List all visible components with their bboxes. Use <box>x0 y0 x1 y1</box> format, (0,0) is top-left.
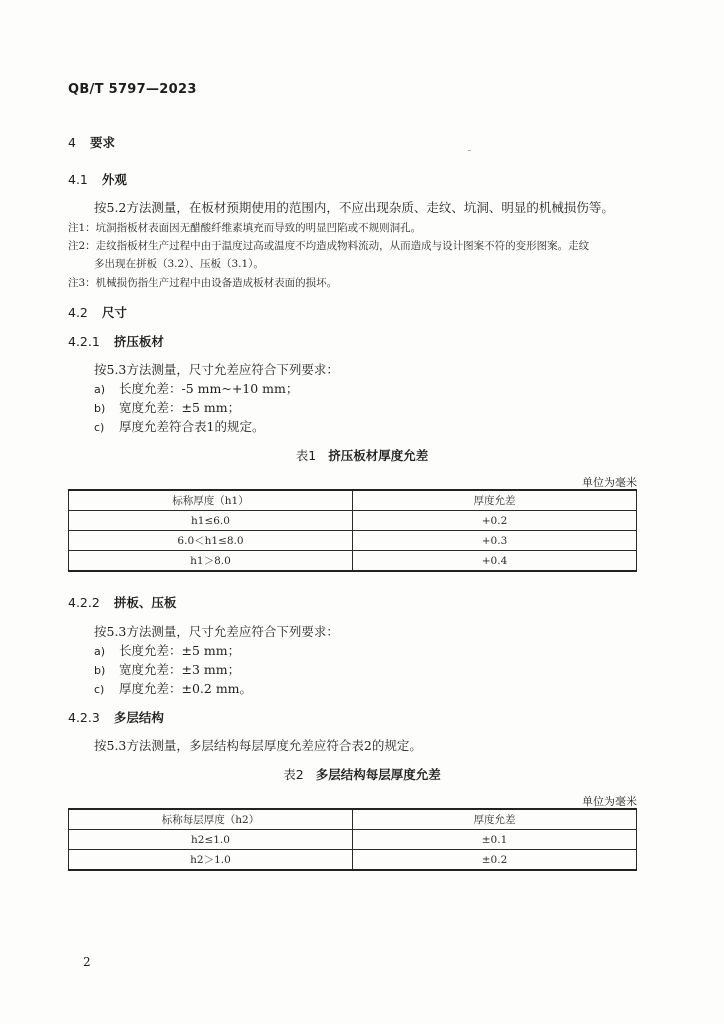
list-text: 宽度允差：±3 mm； <box>119 662 241 677</box>
section-4-2-heading <box>68 303 127 321</box>
list-item <box>94 379 298 397</box>
list-label: a) <box>94 383 106 396</box>
table-row <box>69 830 637 850</box>
list-text: 宽度允差：±5 mm； <box>119 400 241 415</box>
table-2 <box>68 808 637 871</box>
table-row <box>69 850 637 871</box>
section-title: 拼板、压板 <box>113 595 177 610</box>
column-header: 标称每层厚度（h2） <box>69 809 353 830</box>
table-cell: h1≤6.0 <box>69 511 353 531</box>
list-label: b) <box>94 664 106 677</box>
page-number: 2 <box>83 955 91 969</box>
table-1 <box>68 489 637 572</box>
table-cell: ±0.1 <box>353 830 637 850</box>
section-number: 4.2 <box>68 305 88 320</box>
list-item <box>94 417 264 435</box>
list-item <box>94 641 240 659</box>
column-header: 厚度允差 <box>353 490 637 511</box>
scan-mark <box>468 150 471 151</box>
section-number: 4.2.3 <box>68 710 100 725</box>
section-title: 外观 <box>101 172 127 187</box>
section-4-heading <box>68 133 115 151</box>
section-number: 4.2.2 <box>68 595 100 610</box>
section-4-2-3-heading <box>68 708 164 726</box>
column-header: 厚度允差 <box>353 809 637 830</box>
s423-paragraph: 按5.3方法测量，多层结构每层厚度允差应符合表2的规定。 <box>94 738 422 753</box>
list-text: 长度允差：±5 mm； <box>119 643 241 658</box>
list-label: b) <box>94 402 106 415</box>
list-text: 长度允差：-5 mm~+10 mm； <box>119 381 299 396</box>
table-cell: h2＞1.0 <box>69 850 353 871</box>
section-number: 4.1 <box>68 172 88 187</box>
section-4-2-1-heading <box>68 332 164 350</box>
s421-intro: 按5.3方法测量，尺寸允差应符合下列要求： <box>94 362 339 377</box>
s41-paragraph: 按5.2方法测量，在板材预期使用的范围内，不应出现杂质、走纹、坑洞、明显的机械损伤等。 <box>94 200 614 215</box>
section-title: 多层结构 <box>113 710 164 725</box>
table-header-row <box>69 490 637 511</box>
section-title: 挤压板材 <box>113 334 164 349</box>
s422-intro: 按5.3方法测量，尺寸允差应符合下列要求： <box>94 624 339 639</box>
table-number: 表1 <box>295 448 317 463</box>
table-cell: +0.3 <box>353 531 637 551</box>
table-row <box>69 551 637 572</box>
table-cell: +0.2 <box>353 511 637 531</box>
note-2-line-2: 多出现在拼板（3.2）、压板（3.1）。 <box>94 258 264 270</box>
table-cell: ±0.2 <box>353 850 637 871</box>
list-text: 厚度允差符合表1的规定。 <box>119 419 265 434</box>
table-1-caption <box>0 446 724 464</box>
column-header: 标称厚度（h1） <box>69 490 353 511</box>
list-text: 厚度允差：±0.2 mm。 <box>119 681 253 696</box>
list-item <box>94 660 240 678</box>
table-cell: +0.4 <box>353 551 637 572</box>
list-label: c) <box>94 683 105 696</box>
table-cell: h2≤1.0 <box>69 830 353 850</box>
note-1: 注1：坑洞指板材表面因无醋酸纤维素填充而导致的明显凹陷或不规则洞孔。 <box>68 222 422 234</box>
section-number: 4 <box>68 135 76 150</box>
table-2-caption <box>0 765 724 783</box>
section-4-1-heading <box>68 170 127 188</box>
section-title: 尺寸 <box>101 305 127 320</box>
list-label: c) <box>94 421 105 434</box>
table-title: 挤压板材厚度允差 <box>328 448 429 463</box>
table-2-unit: 单位为毫米 <box>582 795 637 808</box>
table-title: 多层结构每层厚度允差 <box>315 767 441 782</box>
section-title: 要求 <box>89 135 115 150</box>
table-cell: 6.0＜h1≤8.0 <box>69 531 353 551</box>
table-1-unit: 单位为毫米 <box>582 476 637 489</box>
section-number: 4.2.1 <box>68 334 100 349</box>
table-row <box>69 531 637 551</box>
standard-number: QB/T 5797—2023 <box>68 82 197 97</box>
table-header-row <box>69 809 637 830</box>
table-number: 表2 <box>283 767 304 782</box>
table-row <box>69 511 637 531</box>
list-label: a) <box>94 645 106 658</box>
list-item <box>94 398 240 416</box>
note-3: 注3：机械损伤指生产过程中由设备造成板材表面的损坏。 <box>68 277 338 289</box>
list-item <box>94 679 252 697</box>
section-4-2-2-heading <box>68 593 176 611</box>
table-cell: h1＞8.0 <box>69 551 353 572</box>
note-2-line-1: 注2：走纹指板材生产过程中由于温度过高或温度不均造成物料流动，从而造成与设计图案不符的变形图案。走纹 <box>68 240 590 252</box>
